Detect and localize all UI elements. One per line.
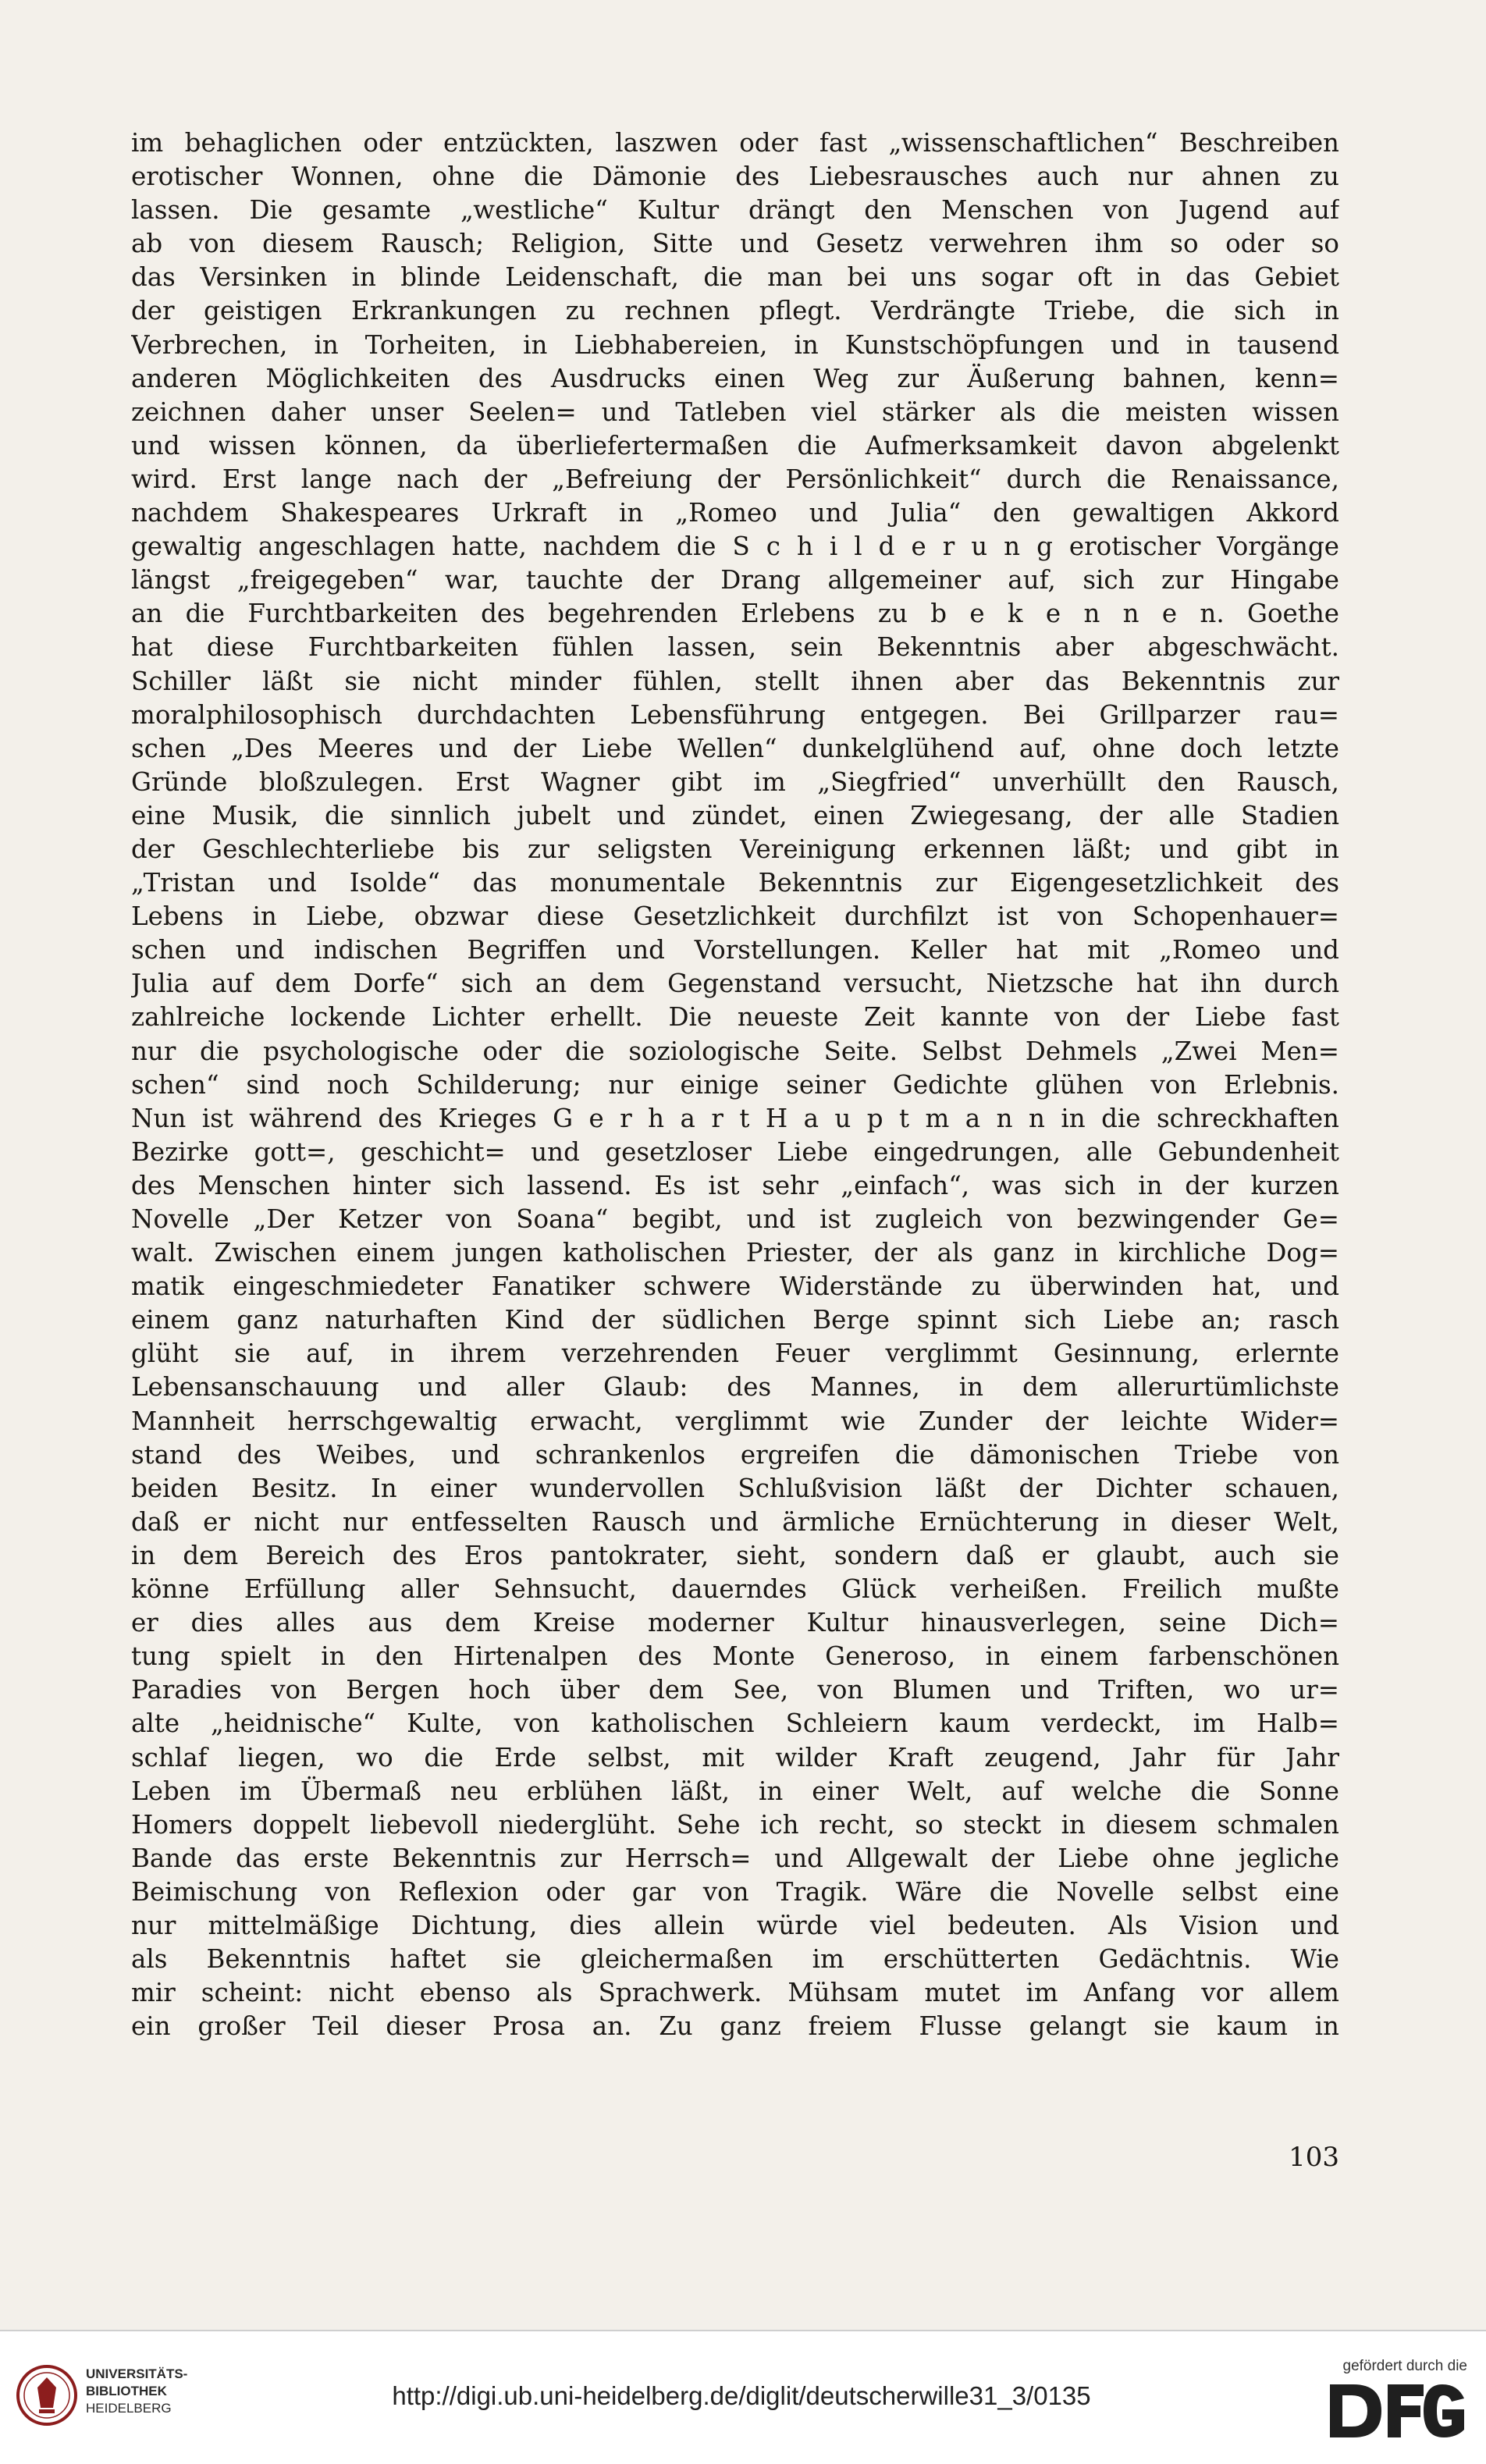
text-line: eine Musik, die sinnlich jubelt und zündet, einen Zwiegesang, der alle Stadien	[131, 800, 1339, 830]
text-line: Beimischung von Reflexion oder gar von Tragik. Wäre die Novelle selbst eine	[131, 1876, 1339, 1907]
text-line: nur die psychologische oder die soziologische Seite. Selbst Dehmels „Zwei Men=	[131, 1036, 1339, 1066]
text-line: hat diese Furchtbarkeiten fühlen lassen, sein Bekenntnis aber abgeschwächt.	[131, 632, 1339, 663]
viewer-footer	[0, 2330, 1486, 2464]
text-line: tung spielt in den Hirtenalpen des Monte Generoso, in einem farbenschönen	[131, 1641, 1339, 1672]
text-line: anderen Möglichkeiten des Ausdrucks einen Weg zur Äußerung bahnen, kenn=	[131, 363, 1339, 393]
permalink-url[interactable]: http://digi.ub.uni-heidelberg.de/diglit/deutscherwille31_3/0135	[392, 2381, 1091, 2410]
text-line: Novelle „Der Ketzer von Soana“ begibt, und ist zugleich von bezwingender Ge=	[131, 1204, 1339, 1234]
university-library-name	[86, 2366, 234, 2417]
university-name-line-3: HEIDELBERG	[86, 2401, 172, 2416]
text-line: beiden Besitz. In einer wundervollen Schlußvision läßt der Dichter schauen,	[131, 1473, 1339, 1503]
text-line: und wissen können, da überliefertermaßen die Aufmerksamkeit davon abgelenkt	[131, 430, 1339, 460]
university-name-line-1: UNIVERSITÄTS-	[86, 2366, 188, 2381]
text-line: Leben im Übermaß neu erblühen läßt, in einer Welt, auf welche die Sonne	[131, 1776, 1339, 1806]
text-line: schen „Des Meeres und der Liebe Wellen“ dunkelglühend auf, ohne doch letzte	[131, 733, 1339, 763]
text-line: Bezirke gott=, geschicht= und gesetzloser Liebe eingedrungen, alle Gebundenheit	[131, 1136, 1339, 1167]
text-line: moralphilosophisch durchdachten Lebensführung entgegen. Bei Grillparzer rau=	[131, 699, 1339, 730]
text-line: schen“ sind noch Schilderung; nur einige seiner Gedichte glühen von Erlebnis.	[131, 1069, 1339, 1100]
text-line: glüht sie auf, in ihrem verzehrenden Feuer verglimmt Gesinnung, erlernte	[131, 1339, 1339, 1369]
sponsor-caption: gefördert durch die	[1342, 2358, 1467, 2374]
text-line: Lebens in Liebe, obzwar diese Gesetzlichkeit durchfilzt ist von Schopenhauer=	[131, 901, 1339, 932]
page-number: 103	[1289, 2142, 1339, 2173]
text-line: Paradies von Bergen hoch über dem See, von Blumen und Triften, wo ur=	[131, 1675, 1339, 1705]
text-line: der Geschlechterliebe bis zur seligsten Vereinigung erkennen läßt; und gibt in	[131, 834, 1339, 864]
text-line: könne Erfüllung aller Sehnsucht, dauerndes Glück verheißen. Freilich mußte	[131, 1574, 1339, 1605]
text-line: stand des Weibes, und schrankenlos ergreifen die dämonischen Triebe von	[131, 1439, 1339, 1470]
text-line: nachdem Shakespeares Urkraft in „Romeo und Julia“ den gewaltigen Akkord	[131, 498, 1339, 528]
text-line: als Bekenntnis haftet sie gleichermaßen im erschütterten Gedächtnis. Wie	[131, 1944, 1339, 1975]
text-line: Gründe bloßzulegen. Erst Wagner gibt im „Siegfried“ unverhüllt den Rausch,	[131, 766, 1339, 797]
university-name-line-2: BIBLIOTHEK	[86, 2384, 167, 2398]
text-line: Julia auf dem Dorfe“ sich an dem Gegenstand versucht, Nietzsche hat ihn durch	[131, 969, 1339, 999]
text-line: zahlreiche lockende Lichter erhellt. Die neueste Zeit kannte von der Liebe fast	[131, 1002, 1339, 1033]
text-line: Schiller läßt sie nicht minder fühlen, stellt ihnen aber das Bekenntnis zur	[131, 666, 1339, 696]
text-line: schlaf liegen, wo die Erde selbst, mit wilder Kraft zeugend, Jahr für Jahr	[131, 1742, 1339, 1772]
text-line: längst „freigegeben“ war, tauchte der Drang allgemeiner auf, sich zur Hingabe	[131, 565, 1339, 596]
text-line: Bande das erste Bekenntnis zur Herrsch= und Allgewalt der Liebe ohne jegliche	[131, 1843, 1339, 1873]
university-seal-icon	[16, 2364, 78, 2427]
text-line: Nun ist während des Krieges G e r h a r t H a u p t m a n n in die schreckhaften	[131, 1103, 1339, 1133]
text-line: zeichnen daher unser Seelen= und Tatleben viel stärker als die meisten wissen	[131, 396, 1339, 427]
text-line: Homers doppelt liebevoll niederglüht. Sehe ich recht, so steckt in diesem schmalen	[131, 1809, 1339, 1840]
text-line: des Menschen hinter sich lassend. Es ist sehr „einfach“, was sich in der kurzen	[131, 1170, 1339, 1200]
text-line: das Versinken in blinde Leidenschaft, die man bei uns sogar oft in das Gebiet	[131, 262, 1339, 293]
text-line: der geistigen Erkrankungen zu rechnen pflegt. Verdrängte Triebe, die sich in	[131, 296, 1339, 326]
text-line: ab von diesem Rausch; Religion, Sitte und Gesetz verwehren ihm so oder so	[131, 229, 1339, 259]
text-line: lassen. Die gesamte „westliche“ Kultur drängt den Menschen von Jugend auf	[131, 195, 1339, 226]
text-line: mir scheint: nicht ebenso als Sprachwerk. Mühsam mutet im Anfang vor allem	[131, 1978, 1339, 2008]
body-text	[131, 126, 1339, 2043]
text-line: nur mittelmäßige Dichtung, dies allein würde viel bedeuten. Als Vision und	[131, 1910, 1339, 1940]
text-line: er dies alles aus dem Kreise moderner Kultur hinausverlegen, seine Dich=	[131, 1608, 1339, 1638]
dfg-logo-icon	[1327, 2381, 1467, 2441]
text-line: „Tristan und Isolde“ das monumentale Bekenntnis zur Eigengesetzlichkeit des	[131, 868, 1339, 898]
footer-divider	[0, 2330, 1486, 2331]
text-line: an die Furchtbarkeiten des begehrenden Erlebens zu b e k e n n e n. Goethe	[131, 599, 1339, 629]
text-line: Lebensanschauung und aller Glaub: des Mannes, in dem allerurtümlichste	[131, 1372, 1339, 1403]
text-line: walt. Zwischen einem jungen katholischen Priester, der als ganz in kirchliche Dog=	[131, 1238, 1339, 1268]
text-line: Verbrechen, in Torheiten, in Liebhabereien, in Kunstschöpfungen und in tausend	[131, 329, 1339, 360]
text-line: matik eingeschmiedeter Fanatiker schwere Widerstände zu überwinden hat, und	[131, 1271, 1339, 1302]
text-line: Mannheit herrschgewaltig erwacht, verglimmt wie Zunder der leichte Wider=	[131, 1406, 1339, 1436]
text-line: wird. Erst lange nach der „Befreiung der Persönlichkeit“ durch die Renaissance,	[131, 464, 1339, 494]
text-line: alte „heidnische“ Kulte, von katholischen Schleiern kaum verdeckt, im Halb=	[131, 1708, 1339, 1739]
text-line: gewaltig angeschlagen hatte, nachdem die S c h i l d e r u n g erotischer Vorgänge	[131, 532, 1339, 562]
text-line: ein großer Teil dieser Prosa an. Zu ganz freiem Flusse gelangt sie kaum in	[131, 2011, 1339, 2042]
text-line: erotischer Wonnen, ohne die Dämonie des Liebesrausches auch nur ahnen zu	[131, 162, 1339, 192]
text-line: schen und indischen Begriffen und Vorstellungen. Keller hat mit „Romeo und	[131, 935, 1339, 965]
text-line: im behaglichen oder entzückten, laszwen oder fast „wissenschaftlichen“ Beschreiben	[131, 128, 1339, 158]
text-line: daß er nicht nur entfesselten Rausch und ärmliche Ernüchterung in dieser Welt,	[131, 1506, 1339, 1537]
text-line: einem ganz naturhaften Kind der südlichen Berge spinnt sich Liebe an; rasch	[131, 1305, 1339, 1335]
text-line: in dem Bereich des Eros pantokrater, sieht, sondern daß er glaubt, auch sie	[131, 1540, 1339, 1570]
